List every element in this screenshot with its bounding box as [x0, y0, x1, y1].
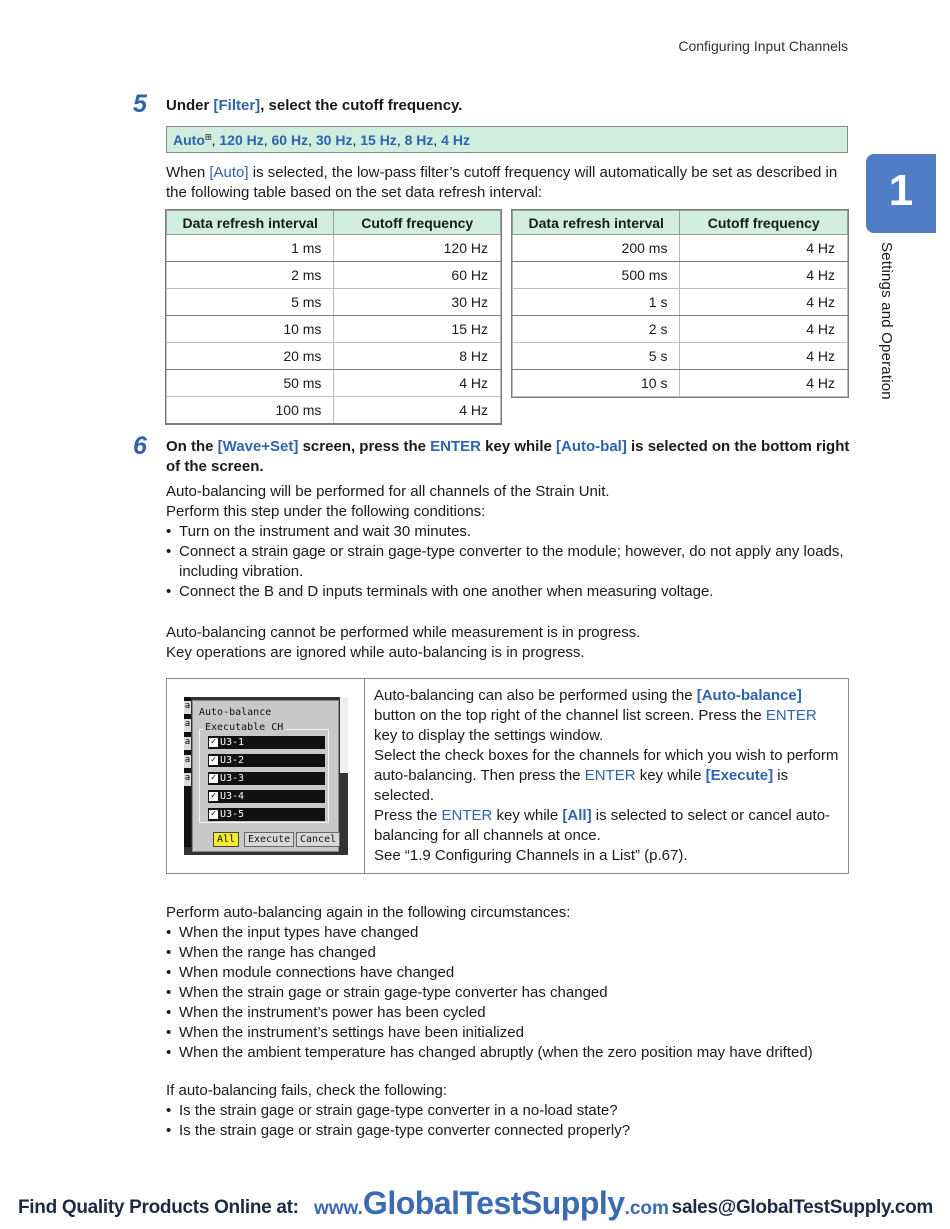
step-number-5: 5	[133, 90, 147, 118]
interval-cell: 100 ms	[167, 397, 334, 424]
table-row	[513, 289, 848, 316]
conditions-list	[166, 522, 850, 602]
cutoff-cell: 4 Hz	[334, 370, 501, 397]
filter-option: 30 Hz	[315, 132, 353, 148]
table-row	[167, 343, 501, 370]
cutoff-cell: 4 Hz	[680, 343, 848, 370]
filter-option: 120 Hz	[219, 132, 264, 148]
table-header: Data refresh interval	[513, 211, 680, 235]
note-box	[166, 678, 849, 874]
channel-checkbox-row: ✓ U3-4	[208, 790, 325, 803]
failure-checks: If auto-balancing fails, check the following: • Is the strain gage or strain gage-type converter in a no-load state? • Is the strain gage or strain gage-type converter connected properly?	[166, 1081, 850, 1141]
interval-cell: 2 s	[513, 316, 680, 343]
interval-cell: 5 s	[513, 343, 680, 370]
chapter-label: Settings and Operation	[878, 242, 895, 400]
list-item: • When the strain gage or strain gage-type converter has changed	[166, 983, 850, 1003]
interval-cell: 500 ms	[513, 262, 680, 289]
list-item: • Connect the B and D inputs terminals with one another when measuring voltage.	[166, 582, 850, 602]
chapter-tab	[866, 154, 936, 233]
cutoff-cell: 4 Hz	[680, 235, 848, 262]
list-item: • Is the strain gage or strain gage-type converter in a no-load state?	[166, 1101, 850, 1121]
list-item: • When the instrument’s power has been cycled	[166, 1003, 850, 1023]
auto-balance-screenshot: a a a a a Auto-balance Executable CH ✓ U3-1 ✓ U3-2 ✓ U3-3 ✓ U3-4 ✓ U3-5 All Execute Cancel	[184, 697, 348, 855]
cutoff-cell: 4 Hz	[334, 397, 501, 424]
filter-options-box: Auto⊞, 120 Hz, 60 Hz, 30 Hz, 15 Hz, 8 Hz, 4 Hz	[166, 126, 848, 153]
interval-cell: 10 ms	[167, 316, 334, 343]
interval-cell: 2 ms	[167, 262, 334, 289]
interval-cell: 20 ms	[167, 343, 334, 370]
interval-cell: 1 s	[513, 289, 680, 316]
cutoff-cell: 15 Hz	[334, 316, 501, 343]
step-5-description: When [Auto] is selected, the low-pass filter’s cutoff frequency will automatically be set as described in the following table based on the set data refresh interval:	[166, 164, 838, 201]
table-row	[167, 370, 501, 397]
table-header: Cutoff frequency	[680, 211, 848, 235]
warning-text: Auto-balancing cannot be performed while measurement is in progress. Key operations are ignored while auto-balancing is in progress.	[166, 624, 641, 661]
chapter-number: 1	[888, 166, 914, 215]
checkbox-icon: ✓	[210, 773, 217, 783]
dialog-title: Auto-balance	[199, 707, 272, 718]
cutoff-cell: 120 Hz	[334, 235, 501, 262]
filter-option: 15 Hz	[360, 132, 397, 148]
table-header: Cutoff frequency	[334, 211, 501, 235]
channel-checkbox-row: ✓ U3-2	[208, 754, 325, 767]
footer-tagline: Find Quality Products Online at:	[18, 1197, 299, 1218]
re-balance-circumstances: Perform auto-balancing again in the following circumstances: • When the input types have changed • When the range has changed • When module connections have changed • When the strain gage or strain gage-type converter has changed • When the instrument’s power has been cycled • When the instrument’s settings have been initialized • When the ambient temperature has changed abruptly (when the zero position may have drifted)	[166, 903, 850, 1063]
table-row	[167, 289, 501, 316]
execute-button: Execute	[244, 832, 294, 847]
list-item: • When the range has changed	[166, 943, 850, 963]
filter-option: 8 Hz	[404, 132, 434, 148]
interval-cell: 1 ms	[167, 235, 334, 262]
cutoff-cell: 30 Hz	[334, 289, 501, 316]
list-item: • When the instrument’s settings have been initialized	[166, 1023, 850, 1043]
option-mark-icon: ⊞	[204, 132, 212, 142]
checkbox-icon: ✓	[210, 809, 217, 819]
interval-cell: 10 s	[513, 370, 680, 397]
footer-banner	[0, 1183, 950, 1229]
table-row	[167, 262, 501, 289]
step-5-title: Under [Filter], select the cutoff frequency.	[166, 97, 463, 114]
table-row	[167, 397, 501, 424]
cross-reference-link: See “1.9 Configuring Channels in a List” (p.67).	[374, 847, 688, 864]
list-item: • When the input types have changed	[166, 923, 850, 943]
list-item: • Turn on the instrument and wait 30 minutes.	[166, 522, 850, 542]
footer-website-link[interactable]: www.GlobalTestSupply.com	[314, 1185, 669, 1221]
table-row	[513, 343, 848, 370]
step-number-6: 6	[133, 432, 147, 460]
cancel-button: Cancel	[296, 832, 340, 847]
filter-option: 4 Hz	[441, 132, 470, 148]
table-row	[167, 316, 501, 343]
step-6-title: On the [Wave+Set] screen, press the ENTER key while [Auto-bal] is selected on the bottom right of the screen.	[166, 438, 850, 475]
checkbox-icon: ✓	[210, 755, 217, 765]
filter-option: Auto	[173, 132, 205, 148]
all-button: All	[213, 832, 239, 847]
footer-email-link[interactable]: sales@GlobalTestSupply.com	[671, 1197, 933, 1218]
table-header: Data refresh interval	[167, 211, 334, 235]
running-header: Configuring Input Channels	[678, 38, 848, 54]
group-label: Executable CH	[205, 722, 284, 733]
channel-checkbox-row: ✓ U3-5	[208, 808, 325, 821]
list-item: • Is the strain gage or strain gage-type converter connected properly?	[166, 1121, 850, 1141]
cutoff-cell: 4 Hz	[680, 262, 848, 289]
list-item: • Connect a strain gage or strain gage-type converter to the module; however, do not apply any loads, including vibration.	[166, 542, 850, 582]
cutoff-cell: 60 Hz	[334, 262, 501, 289]
list-item: • When module connections have changed	[166, 963, 850, 983]
interval-cell: 50 ms	[167, 370, 334, 397]
checkbox-icon: ✓	[210, 791, 217, 801]
list-item: • When the ambient temperature has changed abruptly (when the zero position may have drifted)	[166, 1043, 850, 1063]
cutoff-cell: 8 Hz	[334, 343, 501, 370]
table-row	[167, 235, 501, 262]
note-text: Auto-balancing can also be performed using the [Auto-balance] button on the top right of the channel list screen. Press the ENTER key to display the settings window. Select the check boxes for the channels for which you wish to perform auto-balancing. Then press the ENTER key while [Execute] is selected. Press the ENTER key while [All] is selected to select or cancel auto-balancing for all channels at once. See “1.9 Configuring Channels in a List” (p.67).	[374, 686, 844, 866]
checkbox-icon: ✓	[210, 737, 217, 747]
cutoff-table-left	[166, 210, 501, 424]
auto-balance-dialog	[192, 700, 339, 852]
interval-cell: 5 ms	[167, 289, 334, 316]
channel-checkbox-row: ✓ U3-3	[208, 772, 325, 785]
step-6-body: Auto-balancing will be performed for all channels of the Strain Unit. Perform this step under the following conditions: • Turn on the instrument and wait 30 minutes. • Connect a strain gage or strain gage-type converter to the module; however, do not apply any loads, including vibration. • Connect the B and D inputs terminals with one another when measuring voltage.	[166, 482, 850, 602]
interval-cell: 200 ms	[513, 235, 680, 262]
cutoff-cell: 4 Hz	[680, 370, 848, 397]
table-row	[513, 262, 848, 289]
cutoff-table-right	[512, 210, 848, 397]
table-row	[513, 316, 848, 343]
cutoff-cell: 4 Hz	[680, 316, 848, 343]
cutoff-cell: 4 Hz	[680, 289, 848, 316]
channel-checkbox-row: ✓ U3-1	[208, 736, 325, 749]
table-row	[513, 370, 848, 397]
table-row	[513, 235, 848, 262]
filter-option: 60 Hz	[271, 132, 309, 148]
